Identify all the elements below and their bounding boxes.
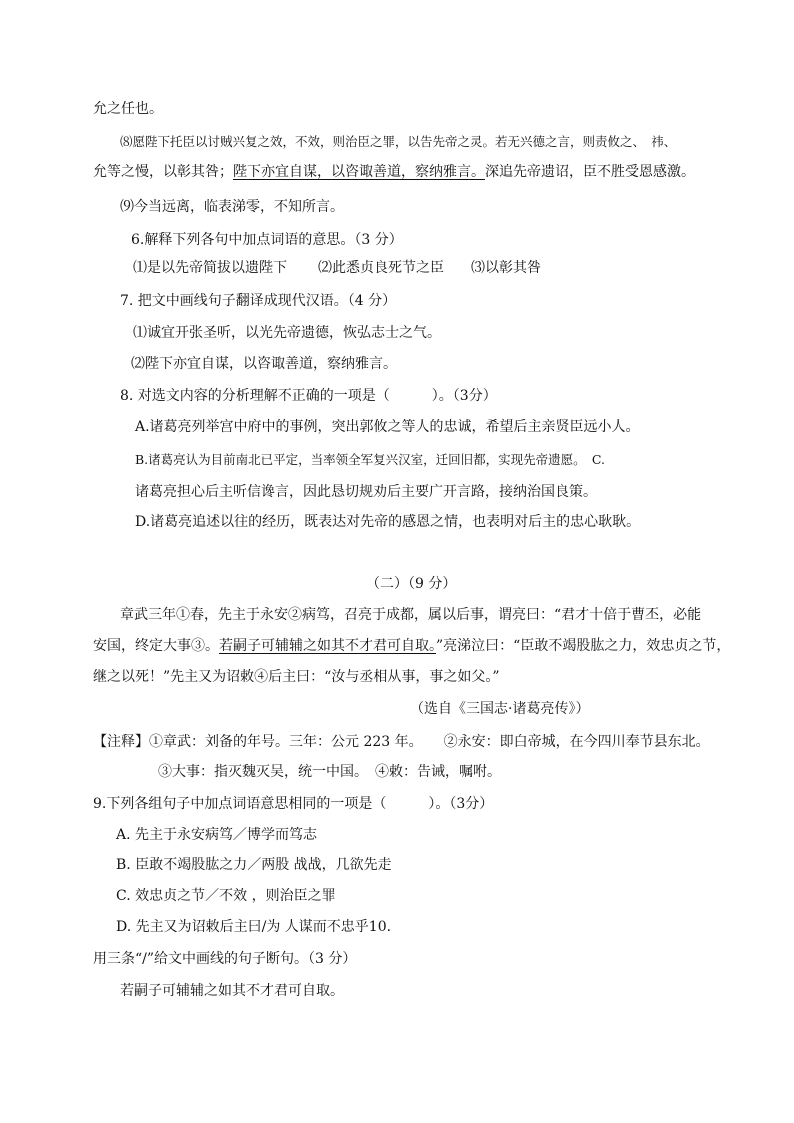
question-8-option-a: A.诸葛亮列举宫中府中的事例，突出郭攸之等人的忠诚，希望后主亲贤臣远小人。 bbox=[135, 419, 640, 435]
question-9-option-b: B. 臣敢不竭股肱之力／两股 战战，几欲先走 bbox=[116, 857, 392, 873]
text-line: 允之任也。 bbox=[93, 101, 163, 117]
source-citation: （选自《三国志·诸葛亮传》） bbox=[410, 701, 590, 717]
annotation-line-1: 【注释】①章武：刘备的年号。三年：公元 223 年。 ②永安：即白帝城，在今四川奉节县东北。 bbox=[93, 734, 710, 750]
text-segment: 安国，终定大事③。 bbox=[93, 638, 219, 654]
text-segment: ”亮涕泣曰：“臣敢不竭股肱之力，效忠贞之节， bbox=[436, 638, 731, 654]
passage-line-3: 继之以死！”先主又为诏敕④后主曰：“汝与丞相从事，事之如父。” bbox=[93, 669, 500, 685]
question-8-option-c: 诸葛亮担心后主听信谗言，因此恳切规劝后主要广开言路，接纳治国良策。 bbox=[135, 484, 597, 500]
question-7-item-2: ⑵陛下亦宜自谋，以咨诹善道，察纳雅言。 bbox=[131, 356, 397, 372]
paragraph-8-line-2 bbox=[93, 163, 695, 181]
underlined-sentence: 若嗣子可辅辅之如其不才君可自取。 bbox=[219, 638, 436, 654]
question-9: 9.下列各组句子中加点词语意思相同的一项是（ ）。（3分） bbox=[93, 796, 494, 812]
question-8-option-d: D.诸葛亮追述以往的经历，既表达对先帝的感恩之情，也表明对后主的忠心耿耿。 bbox=[135, 514, 641, 530]
question-9-option-d: D. 先主又为诏敕后主曰/为 人谋而不忠乎10. bbox=[116, 919, 392, 935]
passage-line-2 bbox=[93, 637, 730, 655]
question-10-sentence: 若嗣子可辅辅之如其不才君可自取。 bbox=[120, 983, 344, 999]
question-6-item-2: ⑵此悉贞良死节之臣 bbox=[318, 260, 444, 276]
paragraph-8-line-1: ⑻愿陛下托臣以讨贼兴复之效，不效，则治臣之罪，以告先帝之灵。若无兴德之言，则责攸之、 祎、 bbox=[120, 134, 677, 149]
question-9-option-a: A. 先主于永安病笃／博学而笃志 bbox=[116, 827, 318, 843]
section-heading: （二）（9 分） bbox=[366, 576, 457, 592]
text-segment: 允等之慢，以彰其咎； bbox=[93, 164, 233, 180]
passage-line-1: 章武三年①春，先主于永安②病笃，召亮于成都，属以后事，谓亮曰：“君才十倍于曹丕，必能 bbox=[120, 607, 702, 623]
paragraph-9: ⑼今当远离，临表涕零，不知所言。 bbox=[120, 199, 344, 215]
question-7-item-1: ⑴诚宜开张圣听，以光先帝遗德，恢弘志士之气。 bbox=[133, 325, 441, 341]
question-6: 6.解释下列各句中加点词语的意思。（3 分） bbox=[131, 232, 403, 248]
underlined-sentence: 陛下亦宜自谋，以咨诹善道，察纳雅言。 bbox=[233, 164, 485, 180]
question-10: 用三条“/”给文中画线的句子断句。（3 分） bbox=[93, 951, 357, 967]
question-6-item-3: ⑶以彰其咎 bbox=[471, 260, 541, 276]
text-segment: 深追先帝遗诏，臣不胜受恩感激。 bbox=[485, 164, 695, 180]
question-8: 8. 对选文内容的分析理解不正确的一项是（ ）。（3分） bbox=[120, 388, 497, 404]
question-8-option-b: B.诸葛亮认为目前南北已平定，当率领全军复兴汉室，迁回旧都，实现先帝遗愿。 C. bbox=[135, 452, 606, 467]
question-7: 7. 把文中画线句子翻译成现代汉语。（4 分） bbox=[120, 293, 397, 309]
question-9-option-c: C. 效忠贞之节／不效 ，则治臣之罪 bbox=[116, 888, 336, 904]
question-6-item-1: ⑴是以先帝简拔以遗陛下 bbox=[133, 260, 287, 276]
annotation-line-2: ③大事：指灭魏灭吴，统一中国。 ④敕：告诫，嘱咐。 bbox=[158, 764, 501, 780]
